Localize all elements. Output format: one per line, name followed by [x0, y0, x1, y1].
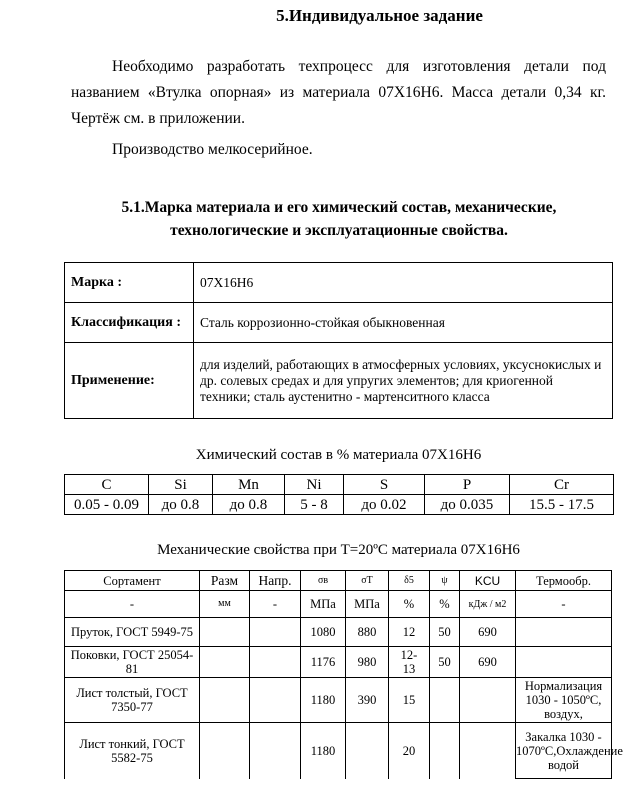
intro-paragraph: Необходимо разработать техпроцесс для изготовления детали под названием «Втулка опорная» из материала 07Х16Н6. Масса детали 0,34 кг. Чертёж см. в приложении. [71, 58, 606, 127]
sigma-v-cell: 1180 [301, 723, 346, 779]
kcu-cell: 690 [460, 618, 516, 647]
direction-cell [250, 723, 301, 779]
element-cell: Mn [213, 475, 285, 495]
header-cell: KCU [460, 571, 516, 591]
psi-cell [430, 678, 460, 723]
sigma-t-cell: 880 [346, 618, 389, 647]
direction-cell [250, 618, 301, 647]
value-cell: 0.05 - 0.09 [65, 495, 149, 515]
material-value: Сталь коррозионно-стойкая обыкновенная [194, 303, 613, 343]
chemical-header-row [65, 475, 614, 495]
header-cell: ψ [430, 571, 460, 591]
header-cell: Разм [200, 571, 250, 591]
kcu-cell [460, 678, 516, 723]
material-label: Применение: [65, 343, 194, 419]
value-cell: 15.5 - 17.5 [510, 495, 614, 515]
sigma-t-cell: 390 [346, 678, 389, 723]
size-cell [200, 618, 250, 647]
heat-treatment-cell: Нормализация 1030 - 1050ºС, воздух, [516, 678, 612, 723]
value-cell: до 0.8 [149, 495, 213, 515]
material-label: Марка : [65, 263, 194, 303]
header-row [65, 571, 612, 591]
element-cell: C [65, 475, 149, 495]
size-cell [200, 647, 250, 678]
header-cell: σв [301, 571, 346, 591]
size-cell [200, 678, 250, 723]
direction-cell [250, 647, 301, 678]
value-cell: до 0.02 [344, 495, 425, 515]
value-cell: до 0.8 [213, 495, 285, 515]
header-cell: δ5 [389, 571, 430, 591]
table-row [65, 678, 612, 723]
unit-cell: мм [200, 591, 250, 618]
unit-cell: % [389, 591, 430, 618]
material-label: Классификация : [65, 303, 194, 343]
delta5-cell: 12 [389, 618, 430, 647]
unit-cell: - [65, 591, 200, 618]
delta5-cell: 12-13 [389, 647, 430, 678]
sortament-cell: Пруток, ГОСТ 5949-75 [65, 618, 200, 647]
value-cell: 5 - 8 [285, 495, 344, 515]
sigma-v-cell: 1176 [301, 647, 346, 678]
chemical-value-row [65, 495, 614, 515]
element-cell: Ni [285, 475, 344, 495]
kcu-cell [460, 723, 516, 779]
mechanical-table [64, 570, 623, 779]
sortament-cell: Лист тонкий, ГОСТ 5582-75 [65, 723, 200, 779]
material-row [65, 303, 613, 343]
unit-cell: МПа [301, 591, 346, 618]
sigma-v-cell: 1080 [301, 618, 346, 647]
value-cell: до 0.035 [425, 495, 510, 515]
unit-cell: - [250, 591, 301, 618]
material-row [65, 343, 613, 419]
heat-treatment-cell: Закалка 1030 - 1070ºС,Охлаждение водой [516, 723, 612, 779]
section-title: 5.Индивидуальное задание [276, 6, 483, 25]
sigma-t-cell: 980 [346, 647, 389, 678]
size-cell [200, 723, 250, 779]
element-cell: Cr [510, 475, 614, 495]
material-value: 07Х16Н6 [194, 263, 613, 303]
heat-treatment-cell [516, 647, 612, 678]
psi-cell: 50 [430, 647, 460, 678]
subsection-title: 5.1.Марка материала и его химический состав, механические, технологические и эксплуатационные свойства. [121, 199, 557, 239]
kcu-cell: 690 [460, 647, 516, 678]
chemical-table [64, 474, 614, 515]
table-row [65, 723, 612, 779]
sortament-cell: Лист толстый, ГОСТ 7350-77 [65, 678, 200, 723]
production-type-paragraph: Производство мелкосерийное. [112, 141, 313, 158]
element-cell: Si [149, 475, 213, 495]
sigma-v-cell: 1180 [301, 678, 346, 723]
psi-cell [430, 723, 460, 779]
element-cell: S [344, 475, 425, 495]
sigma-t-cell [346, 723, 389, 779]
header-cell: Термообр. [516, 571, 612, 591]
material-table [64, 262, 613, 419]
units-row [65, 591, 612, 618]
psi-cell: 50 [430, 618, 460, 647]
chemical-caption: Химический состав в % материала 07Х16Н6 [195, 447, 482, 463]
header-cell: Сортамент [65, 571, 200, 591]
heat-treatment-cell [516, 618, 612, 647]
mechanical-caption: Механические свойства при Т=20ºС материала 07Х16Н6 [157, 542, 520, 558]
sortament-cell: Поковки, ГОСТ 25054-81 [65, 647, 200, 678]
element-cell: P [425, 475, 510, 495]
unit-cell: МПа [346, 591, 389, 618]
table-row [65, 647, 612, 678]
header-cell: σT [346, 571, 389, 591]
material-row [65, 263, 613, 303]
unit-cell: - [516, 591, 612, 618]
material-value: для изделий, работающих в атмосферных условиях, уксуснокислых и др. солевых средах и для упругих элементов; для криогенной техники; сталь аустенитно - мартенситного класса [194, 343, 613, 419]
unit-cell: кДж / м2 [460, 591, 516, 618]
delta5-cell: 20 [389, 723, 430, 779]
unit-cell: % [430, 591, 460, 618]
table-row [65, 618, 612, 647]
direction-cell [250, 678, 301, 723]
header-cell: Напр. [250, 571, 301, 591]
delta5-cell: 15 [389, 678, 430, 723]
